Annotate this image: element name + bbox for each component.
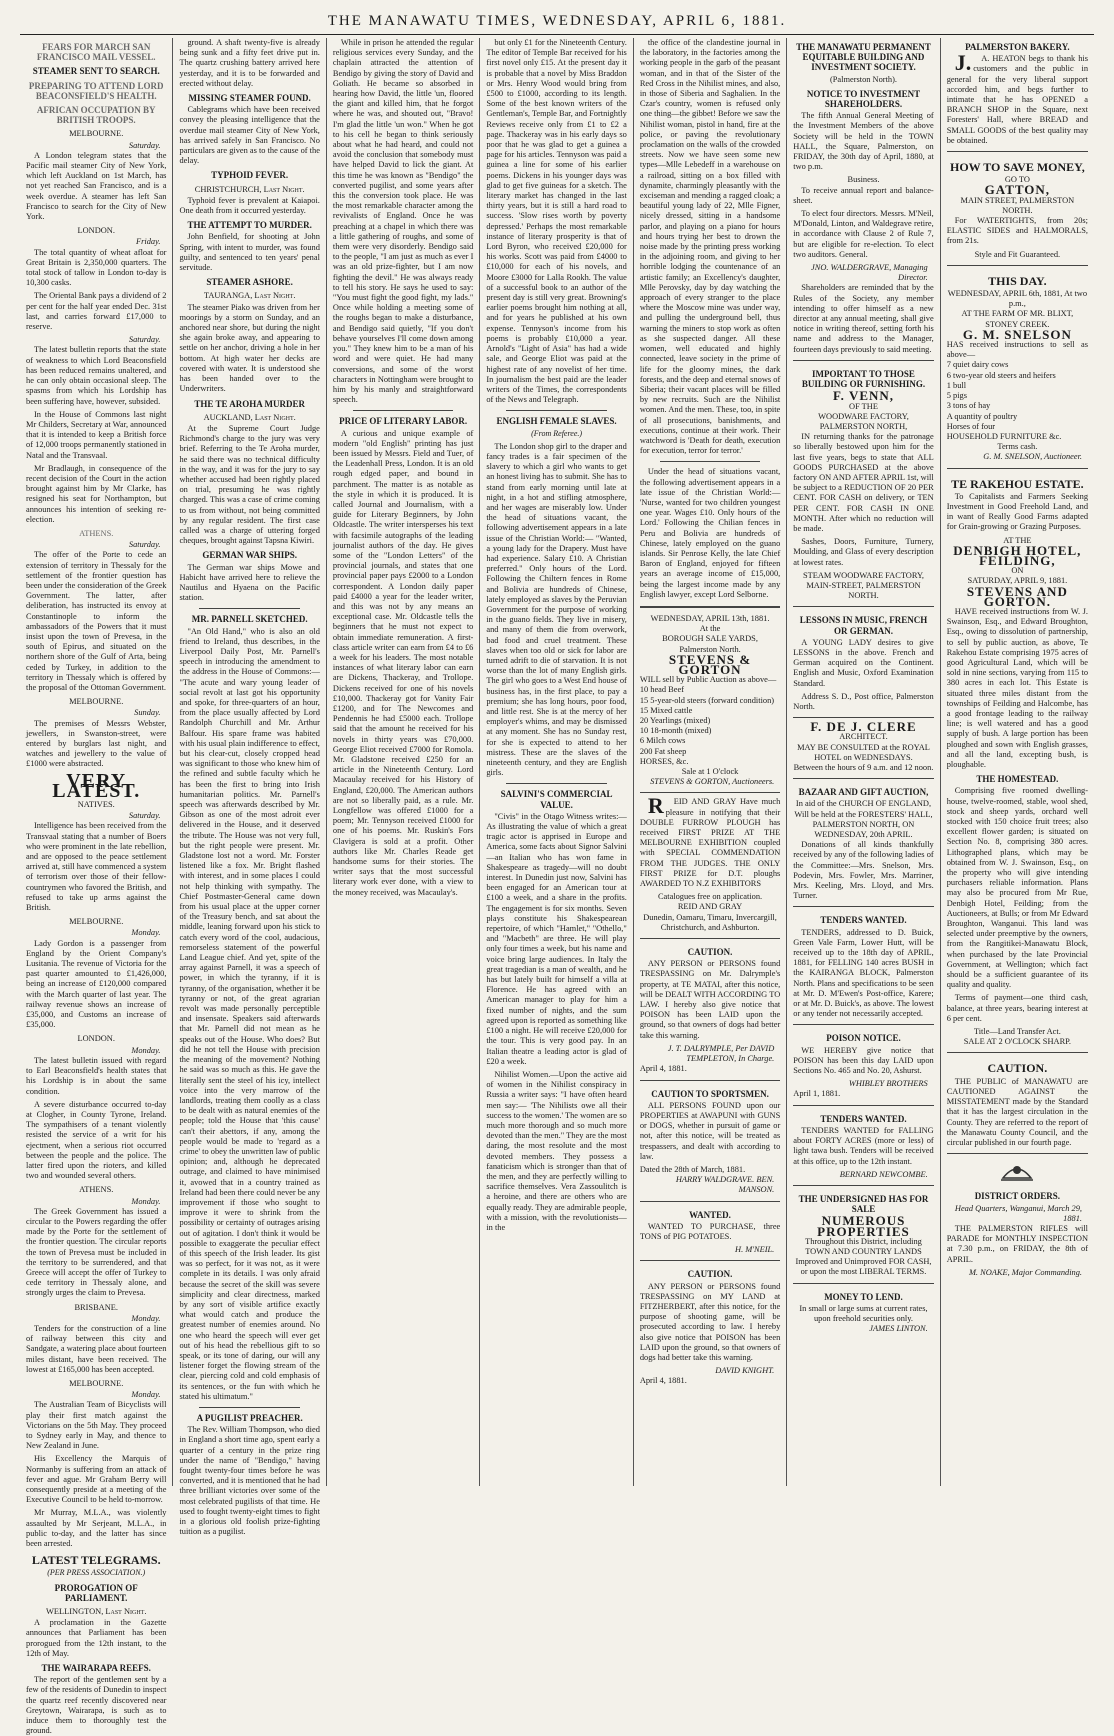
masthead xyxy=(20,8,1094,35)
headline: FEARS FOR MARCH SAN FRANCISCO MAIL VESSEL. xyxy=(36,42,156,63)
signature: HARRY WALDGRAVE. BEN. MANSON. xyxy=(675,1175,775,1195)
day-label: Monday. xyxy=(131,1196,161,1206)
paragraph: Typhoid fever is prevalent at Kaiapoi. One death from it occurred yesterday. xyxy=(179,195,320,216)
advertisement xyxy=(793,1105,933,1180)
ad-heading: THIS DAY. xyxy=(988,273,1047,288)
list-item: HOUSEHOLD FURNITURE &c. xyxy=(946,431,1062,441)
ad-heading: THE MANAWATU PERMANENT EQUITABLE BUILDING AND INVESTMENT SOCIETY. xyxy=(796,42,931,73)
dateline: LONDON. xyxy=(77,226,115,236)
paragraph: The offer of the Porte to cede an extension of territory in Thessaly for the settlement of the frontier question has been under the consideration of the Greek Government. The latter, after deliberation, has instructed its envoy at Constantinople to inform the ambassadors of the Powers that it must insist upon the town of Prevesa, in the south of Epirus, and situated on the northern shore of the Gulf of Arta, being ceded by Turkey, in addition to the territory in Thessaly which is offered by the proposal of the Ottoman Government. xyxy=(26,550,167,692)
paragraph: While in prison he attended the regular religious services every Sunday, and the chaplain attracted the attention of Bendigo by giving the story of David and Goliath. He became so absorbed in hearing how David, the little 'un, floored the giant and killed him, that he forgot where he was, and shouted out, "Bravo! I'm glad the little 'un won." When he got to his cell he began to think seriously about what he had heard, and could not avoid the conclusion that somebody must have helped David to lick the giant. At this time he was known as "Bendigo" the converted pugilist, and some years after this the conversion took place. He was the most remarkable character among the revivalists of England. Once he was preaching at a chapel in which there was a little gathering of roughs, and some of them were very disorderly. Bendigo said to the people, "I am just as much as ever I was an old prize-fighter, but I am now fighting the devil." He was always ready to tell his story. He says he used to say: "You must fight the good fight, my lads." Once while holding a meeting some of the roughs began to make a disturbance, and Bendigo said quietly, "If you don't behave yourselves I'll come down among you." They knew him to be a man of his word and were quiet. He had many conversions, and some of the worst characters in Nottingham were brought to him by his manly and straightforward speech. xyxy=(332,38,474,405)
ad-text: THE PALMERSTON RIFLES will PARADE for MONTHLY INSPECTION at 7.30 p.m., on FRIDAY, the 8th of APRIL. xyxy=(946,1223,1089,1264)
ad-heading: THE UNDERSIGNED HAS FOR SALE xyxy=(798,1193,929,1215)
dateline: CHRISTCHURCH, Last Night. xyxy=(194,184,305,194)
divider xyxy=(660,461,760,462)
ad-text: To receive annual report and balance-sheet. xyxy=(793,185,934,205)
ad-footer: STEAM WOODWARE FACTORY, MAIN-STREET, PALMERSTON NORTH. xyxy=(802,570,925,601)
ad-text: WANTED TO PURCHASE, three TONS of PIG POTATOES. xyxy=(639,1221,781,1241)
masthead-title: THE MANAWATU TIMES, WEDNESDAY, APRIL 6, 1881. xyxy=(327,13,787,29)
day-label: Saturday. xyxy=(128,140,161,150)
ad-text: In aid of the CHURCH OF ENGLAND, Will be held at the FORESTERS' HALL, PALMERSTON NORTH, ON WEDNESDAY, 20th APRIL. xyxy=(794,799,933,840)
ad-name: GATTON, xyxy=(984,182,1051,198)
day-label: Monday. xyxy=(131,928,161,938)
headline: MR. PARNELL SKETCHED. xyxy=(191,614,308,625)
ad-firm: REID AND GRAY xyxy=(677,902,743,912)
paragraph: The steamer Piako was driven from her moorings by a storm on Sunday, and an anchored near shore, but during the night she again broke away, and appearing to settle on her anchor, driving a hole in her bottom. At high water her decks are covered with water. It is understood she has been handed over to the Underwriters. xyxy=(179,302,320,394)
advertisement xyxy=(640,1201,780,1256)
ad-heading: LESSONS IN MUSIC, FRENCH OR GERMAN. xyxy=(799,615,928,636)
advertisement xyxy=(640,792,780,933)
ad-town: (Palmerston North). xyxy=(829,74,897,84)
ad-on: ON xyxy=(1011,566,1024,576)
ad-date: SATURDAY, APRIL 9, 1881. xyxy=(967,576,1068,586)
sale-items xyxy=(640,685,780,767)
ad-role: ARCHITECT. xyxy=(839,732,888,742)
ad-text: To elect four directors. Messrs. M'Neil, M'Donald, Linton, and Waldegrave retire, in accordance with Clause 2 of Rule 7, but are eligible for re-election. To elect two auditors. General. xyxy=(793,209,934,259)
paragraph: In the House of Commons last night Mr Childers, Secretary at War, announced that it is intended to keep a British force of 12,000 troops permanently stationed in Natal and the Transvaal. xyxy=(26,409,167,460)
paragraph: A severe disturbance occurred to-day at Clogher, in County Tyrone, Ireland. The sympathisers of a tenant violently resisted the service of a writ for his ejectment, when a serious riot occurred between the people and the police. The latter fired upon the rioters, and killed two and wounded several others. xyxy=(26,1099,167,1181)
ad-heading: DISTRICT ORDERS. xyxy=(974,1191,1061,1202)
paragraph: The Oriental Bank pays a dividend of 2 per cent for the half year ended Dec. 31st last, and carries forward £17,000 to reserve. xyxy=(26,291,167,332)
day-label: Saturday. xyxy=(128,335,161,345)
dateline: MELBOURNE. xyxy=(69,917,124,927)
headline: TYPHOID FEVER. xyxy=(211,170,289,181)
list-item: HORSES, &c. xyxy=(639,756,689,766)
paragraph: Intelligence has been received from the Transvaal stating that a number of Boers who were prominent in the late rebellion, and are opposed to the peace settlement arrived at, still have commenced a system of terrorism over those of their fellow-countrymen who favored the British, and refused to take up arms against the British. xyxy=(26,821,167,913)
paragraph: ground. A shaft twenty-five is already being sunk and a fifty feet drive put in. The quartz crushing battery arrived here yesterday, and it is to be forwarded and erected without delay. xyxy=(179,38,320,88)
paragraph: The London shop girl to the draper and fancy trades is a fair specimen of the slavery to which a girl who wants to get an honest living has to submit. She has to stand from early morning until late at night, in a hot and stifling atmosphere, and her wages are miserably low. Under the head of situations vacant, the following advertisement appears in a late issue of the Christian World:— "Wanted, a young lady for the Drapery. Must have had experience. Salary £10. A Christian preferred." Only hours of the Lord. Following the Chiltern fences in Rome and Bolivia are hundreds of Chinese, lately employed as slaves by the Peruvian Government for the purpose of working in the guano fields. They live in misery, and many of them die from overwork, bad food and cruel treatment. These slaves when too old or sick for labor are turned adrift to die of starvation. It is not worse than the lot of many English girls. The girl who goes to a West End house of business has, in the first place, to pay a premium; she has long hours, poor food, and little rest. She is at the mercy of her employer's whims, and may be dismissed at any moment. She has no Sunday rest, for she is expected to attend to her mistress. These are the slaves of the nineteenth century, and they are English girls. xyxy=(486,441,627,778)
ad-footer: Style and Fit Guaranteed. xyxy=(974,249,1061,259)
paragraph: The latest bulletin reports that the state of weakness to which Lord Beaconsfield has been reduced remains unaltered, and he can only obtain occasional sleep. The spasms from which his Lordship has been suffering have, however, subsided. xyxy=(26,345,167,406)
ad-name: F. VENN, xyxy=(832,388,895,404)
ad-date: WEDNESDAY, APRIL 6th, 1881, At two p.m., xyxy=(947,289,1088,309)
ad-at: AT THE xyxy=(1003,535,1032,545)
headline: A PUGILIST PREACHER. xyxy=(196,1413,303,1423)
list-item: 5 pigs xyxy=(946,391,967,401)
ad-text: ANY PERSON or PERSONS found TRESPASSING on MY LAND at FITZHERBERT, after this notice, for the purpose of shooting game, will be prosecuted according to law. I hereby also give notice that POISON has been LAID upon the ground, so that owners of dogs had better take this warning. xyxy=(639,1281,781,1362)
list-item: A quantity of poultry xyxy=(946,411,1018,421)
ad-date: Dated the 28th of March, 1881. xyxy=(639,1164,746,1174)
paragraph: The Greek Government has issued a circular to the Powers regarding the offer made by the Porte for the settlement of the frontier question. The circular reports the town of Prevesa must be included in the territory to be surrendered, and that Greece will accept the offer of Turkey to cede territory in Thessaly alone, and strongly urges the claim to Prevesa. xyxy=(26,1206,167,1298)
paragraph: At the Supreme Court Judge Richmond's charge to the jury was very brief. Referring to the Te Aroha murder, he said there was no technical difficulty in the way, and it was for the jury to say whether accused had been rightly placed on trial, presuming he was rightly charged. This was a case of crime coming to us from without, not being committed by any regular resident. The first case called was a charge of uttering forged cheques, brought against Tapsna Kiwiri. xyxy=(179,423,320,546)
column-5 xyxy=(634,38,787,1486)
sale-date: WEDNESDAY, APRIL 13th, 1881. xyxy=(650,613,770,623)
signature: WHIBLEY BROTHERS xyxy=(848,1079,928,1089)
signature: JAMES LINTON. xyxy=(869,1324,928,1334)
headline: THE TE AROHA MURDER xyxy=(194,398,305,409)
column-7 xyxy=(941,38,1094,1486)
dateline: MELBOURNE. xyxy=(69,1378,124,1388)
paragraph: A curious and unique example of modern "old English" printing has just been issued by Messrs. Field and Tuer, of the Leadenhall Press, London. It is an old rough edged paper, and bound in parchment. The matter is as notable as the style in which it is produced. It is called Journal and Journalism, with a guide for Literary Beginners, by John Oldcastle. The writer intersperses his text with facsimile autographs of the leading journalist authors of the day. He gives some of the "London Letters" of the provincial journals, and states that one provincial paper pays £2000 to a London correspondent. A London daily paper paid £4000 a year for the leader writer, and this was not by any means an exceptional case. Mr. Oldcastle tells the beginners that he must not expect to obtain immediate remuneration. A first-class article writer can earn from £4 to £6 a week for his leaders. The most notable instances of what literary labor can earn are Dickens, Thackeray, and Trollope. Dickens received for one of his novels £10,000. Thackeray got for Vanity Fair £1200, and for The Newcomes and Pendennis he had £5000 each. Trollope said that the amount he received for his novels in thirty years was £70,000. George Eliot received £7000 for Romola. Mr. Gladstone received £250 for an article in the Nineteenth Century. Lord Macaulay received for his History of England, £20,000. The American authors are not so liberally paid, as a rule. Mr. Longfellow was offered £1000 for a poem; Mr. Tennyson received £1000 for one of his poems. Mr. Ruskin's Fors Clavigera is sold at a profit. Other authors like Mr. Charles Reade get handsome sums for their stories. The writer says that the most successful literary work ever done, with a view to the money received, was Macaulay's. xyxy=(332,428,474,897)
advertisement xyxy=(947,151,1088,260)
ad-hours: Between the hours of 9 a.m. and 12 noon. xyxy=(793,763,934,772)
ad-text: A YOUNG LADY desires to give LESSONS in the above. French and German acquired on the Continent. English and Music, Oxford Examination Standard. xyxy=(793,637,934,688)
column-1 xyxy=(20,38,173,1736)
advertisement xyxy=(793,1283,933,1335)
ad-text: HAVE received instructions from W. J. Swainson, Esq., and Edward Broughton, Esq., owing to dissolution of partnership, to sell by public auction, as above, Te Rakehou Estate comprising 1975 acres of good Agricultural Land, which will be sold in nine sections, varying from 115 to 380 acres in each lot. This Estate is situated three miles distant from the townships of Feilding and Halcombe, has a good frontage leading to the railway line; is well watered and has a good supply of bush. A large portion has been ploughed and sown with English grasses, and all the land, excepting bush, is ploughable. xyxy=(946,606,1089,769)
divider xyxy=(353,410,453,411)
ad-text: WE HEREBY give notice that POISON has been this day LAID upon Sections No. 465 and No. 20, Ashurst. xyxy=(793,1045,934,1076)
paragraph: "An Old Hand," who is also an old friend to Ireland, thus describes, in the Liverpool Daily Post, Mr. Parnell's speech in introducing the amendment to the address in the House of Commons:— "The acute and wary young leader of social revolt at last got his opportunity and spoke, for three-quarters of an hour, from the place usually affected by Lord Randolph Churchill and Mr. Arthur Balfour. His spare frame was habited with his usual plain indifference to effect, but his clear-cut, closely cropped head was significant to those who knew him of the refined and subtle faculty which he has been the first to bring into Irish humanitarian politics. Mr. Parnell's speech was afterwards described by Mr. Gibson as one of the most adroit ever delivered in the House, and it deserved the tribute. The House was not very full, but the right people were present. Mr. Gladstone lost not a word. Mr. Forster listened like a fox. Mr. Bright flashed with interest, and in some places I could not help thinking with sympathy. The Chief Postmaster-General came down from his usual place at the upper corner of the Treasury bench, and sat about the middle, leaning forward upon his stick to catch every word of the cool, audacious, remorseless statement of the powerful Land League chief. And yet, spite of the array against Parnell, it was a speech of power, in which the tyranny, if it is tyranny, of the organisation, whether it be tyranny or not, of the great agrarian revolt was made personally perceptible and insensate. Speakers said afterwards that Mr. Parnell did not mean as he speaks out of the House. Who does? But did he not tell the House with precision the meaning of the movement? Nothing he said was so much as this. He gave the literally sent the steel of his icy, intellect voice into the very marrow of the landlords, treating them coolly as a class to be dealt with as natural enemies of the people; told the House that 'this cause' can't their abettors, if any, among the people would be made to 'regard as a crime' to obey the unwritten law of public opinion; and, although he deprecated outrage, and claimed to have minimised it, avowed that in a country trained as Ireland had been there could never be any improvement if those who sought to improve it were to shrink from the possibility or certainty of outrages arising out of agitation. I don't think it would be possible to exaggerate the peculiar effect of this speech of the Irish leader. Its gist was so perfect, for it was not, as it were complete in its details. I was only afraid because the secret of the skill was severe simplicity and clear directness, marked by any sort of visible artifice exactly what would catch and produce the greatest number of enemies around. No one who heard the speech will ever get out of his head the rebellious gift to so speak, or its tone of daring, our will any listener forget the flowing stream of the clear, piercing cold and cold emphasis of its sentences, or the fun with which he stated his ultimatum." xyxy=(179,626,320,1401)
day-label: Saturday. xyxy=(128,811,161,821)
advertisement xyxy=(947,265,1088,463)
signature: J. T. DALRYMPLE, Per DAVID TEMPLETON, In Charge. xyxy=(667,1043,775,1064)
day-label: Saturday. xyxy=(128,540,161,550)
ad-heading: HOW TO SAVE MONEY, xyxy=(950,160,1085,175)
sale-place: BOROUGH SALE YARDS, xyxy=(662,634,758,644)
ad-heading: POISON NOTICE. xyxy=(826,1033,901,1044)
ad-text: THE PUBLIC of MANAWATU are CAUTIONED AGAINST the MISSTATEMENT made by the Standard that it has the largest circulation in the County. They are referred to the report of the Manawatu County Council, and the circular published in our fourth page. xyxy=(946,1076,1089,1147)
ad-heading: TENDERS WANTED. xyxy=(820,1113,907,1124)
list-item: 10 18-month (mixed) xyxy=(639,726,712,736)
list-item: 6 Milch cows xyxy=(639,736,686,746)
ad-text: J.A. HEATON begs to thank his customers and the public in general for the very liberal support accorded him, and begs further to intimate that he has OPENED a BRANCH SHOP in the Square, next Foresters' Hall, where BREAD and SMALL GOODS of the best quality may be obtained. xyxy=(946,50,1089,145)
paragraph: Lady Gordon is a passenger from England by the Orient Company's Lusitania. The revenue of Victoria for the past quarter amounted to £1,426,000, being an increase of £120,000 compared with the March quarter of last year. The railway revenue shows an increase of £35,000, and Customs an increase of £35,000. xyxy=(26,938,167,1030)
ad-sale: SALE AT 2 O'CLOCK SHARP. xyxy=(963,1037,1071,1047)
day-label: Friday. xyxy=(136,237,161,247)
paragraph: The premises of Messrs Webster, jewellers, in Swanston-street, were entered by burglars last night, and watches and jewellery to the value of £1000 were abstracted. xyxy=(26,718,167,769)
paragraph: Mr Bradlaugh, in consequence of the recent decision of the Court in the action brought against him by Mr Clarke, has resigned his seat for Northampton, but announces his intention of seeking re-election. xyxy=(26,463,167,524)
ad-towns: Dunedin, Oamaru, Timaru, Invercargill, Christchurch, and Ashburton. xyxy=(643,912,777,932)
signature: M. NOAKE, Major Commanding. xyxy=(968,1267,1083,1277)
ad-subhead: THE HOMESTEAD. xyxy=(976,774,1059,785)
list-item: 3 tons of hay xyxy=(946,401,991,411)
advertisement xyxy=(793,778,933,901)
signature: G. M. SNELSON, Auctioneer. xyxy=(983,452,1083,462)
ad-hotel: DENBIGH HOTEL, FEILDING, xyxy=(953,542,1082,568)
headline: PREPARING TO ATTEND LORD BEACONSFIELD'S HEALTH. xyxy=(28,80,164,101)
dateline: LONDON. xyxy=(77,1034,115,1044)
paragraph: The Australian Team of Bicyclists will play their first match against the Victorians on the 5th May. They proceed to Sydney early in May, and thence to New Zealand in June. xyxy=(26,1400,167,1451)
subheading: (From Referee.) xyxy=(531,428,583,438)
signature: JNO. WALDERGRAVE, Managing Director. xyxy=(811,263,928,283)
dateline: NATIVES. xyxy=(77,800,115,810)
ad-heading: IMPORTANT TO THOSE BUILDING OR FURNISHING. xyxy=(801,368,926,390)
crest-icon xyxy=(947,1158,1088,1187)
dateline: ATHENS. xyxy=(79,1185,114,1195)
sale-intro: WILL sell by Public Auction as above— xyxy=(639,675,777,685)
advertisement xyxy=(640,1260,780,1386)
advertisement xyxy=(793,906,933,1019)
ad-text: Shareholders are reminded that by the Rules of the Society, any member intending to offer himself as a new director at any annual meeting, shall give notice in writing thereof, setting forth his name and address to the Manager, fourteen days previously to said meeting. xyxy=(793,283,934,354)
dateline: MELBOURNE. xyxy=(69,697,124,707)
headline: GERMAN WAR SHIPS. xyxy=(202,550,297,561)
list-item: 15 5-year-old steers (forward condition) xyxy=(639,695,775,705)
signature: STEVENS & GORTON, Auctioneers. xyxy=(650,777,775,787)
advertisement xyxy=(793,717,933,773)
paragraph: Nihilist Women.—Upon the active aid of women in the Nihilist conspiracy in Russia a writer says: "I have often heard men say:— 'The Nihilists owe all their success to the women.' The women are so much more thorough and so much more devoted than the men." They are the most daring, the most resolute and the most devoted members. They possess a fanaticism which is stronger than that of the men, and they are perfectly willing to sacrifice themselves. Vera Zassoulitch is a heroine, and there are others who are equally ready. They are admirable people, with a mission, with the revolutionists—in the xyxy=(486,1069,627,1232)
ad-text: Throughout this District, including TOWN AND COUNTRY LANDS Improved and Unimproved FOR CASH, or upon the most LIBERAL TERMS. xyxy=(795,1236,932,1277)
dateline: MELBOURNE. xyxy=(69,129,124,139)
list-item: 6 two-year old steers and heifers xyxy=(946,370,1056,380)
advertisement xyxy=(793,1185,933,1278)
ad-text: Comprising five roomed dwelling-house, twelve-roomed, stable, wool shed, stock and sheep yards, orchard well stocked with 150 choice fruit trees; also excellent flower garden; is situated on Section No. 8, comprising 380 acres. Lithographed plans, which may be obtained from W. J. Swainson, Esq., on the property who will give intending purchasers reliable information. Plans may also be procured from Mr Rue, Denbigh Hotel, Feilding; from the Auctioneers, at Bulls; or from Mr Edward Broughton, Wanganui. This land was selected under preemptive by the owners, from the Rangitikei-Manawatu Block, when purchased by the late Provincial Government, at Wellington; which fact should be a sufficient guarantee of its quality and quality. xyxy=(946,786,1089,990)
ad-date: April 4, 1881. xyxy=(639,1376,687,1386)
column-4 xyxy=(480,38,633,1486)
latest-telegrams-heading: LATEST TELEGRAMS. xyxy=(31,1553,161,1568)
list-item: 20 Yearlings (mixed) xyxy=(639,716,711,725)
ad-text: In small or large sums at current rates, upon freehold securities only. xyxy=(799,1303,928,1323)
ad-text: Sashes, Doors, Furniture, Turnery, Moulding, and Glass of every description at lowest rates. xyxy=(793,537,934,567)
subheading: (PER PRESS ASSOCIATION.) xyxy=(47,1568,146,1578)
newspaper-columns xyxy=(20,38,1094,1736)
ad-text: REID AND GRAY Have much pleasure in notifying that their DOUBLE FURROW PLOUGH has received FIRST PRIZE AT THE MELBOURNE EXHIBITION coupled with SPECIAL COMMENDATION FROM THE JUDGES. THE ONLY FIRST PRIZE for D.T. ploughs AWARDED TO N.Z EXHIBITORS xyxy=(639,793,781,889)
list-item: 15 Mixed cattle xyxy=(639,705,693,715)
list-item: Horses of four xyxy=(946,421,996,431)
ad-text: TENDERS, addressed to D. Buick, Green Vale Farm, Lower Hutt, will be received up to the 18th day of APRIL, 1881, for FELLING 140 acres BUSH in the KAIRANGA BLOCK, Palmerston North. Plans and specifications to be seen at Mr. D. M'Ewen's Post-office, Karere; or at Mr. D. Buick's, as above. The lowest or any tender not necessarily accepted. xyxy=(793,927,934,1019)
headline: ENGLISH FEMALE SLAVES. xyxy=(496,416,617,427)
headline: MISSING STEAMER FOUND. xyxy=(188,93,311,104)
advertisement xyxy=(947,1052,1088,1148)
ad-terms: Terms cash. xyxy=(997,442,1038,452)
ad-text: IN returning thanks for the patronage so liberally bestowed upon him for the last five years, begs to state that ALL GOODS PURCHASED at the above factory ON AND AFTER APRIL 1st, will be subject to a REDUCTION OF 20 PER CENT. FOR CASH on delivery, or TEN PER CENT. FOR CASH IN ONE MONTH. After which no reduction will be made. xyxy=(793,432,934,533)
paragraph: The Rev. William Thompson, who died in England a short time ago, spent early a quarter of a century in the prize ring under the name of "Bendigo," having fought twenty-four times before he was converted, and it is mentioned that he had three brilliant victories over some of the most celebrated pugilists of that time. He used to fought twenty-eight times to fight in a glorious old foolish prize-fighting tuition as a pugilist. xyxy=(179,1425,320,1537)
divider xyxy=(199,608,299,609)
paragraph: John Benfield, for shooting at John Spring, with intent to murder, was found guilty, and sentenced to ten years' penal servitude. xyxy=(179,232,320,273)
headline: STEAMER SENT TO SEARCH. xyxy=(32,66,160,77)
ad-text: Donations of all kinds thankfully received by any of the following ladies of the Committee:—Mrs. Snelson, Mrs. Podevin, Mrs. Fowler, Mrs. Marriner, Mrs. Keeling, Mrs. Lloyd, and Mrs. Turner. xyxy=(793,840,934,901)
ad-heading: BAZAAR AND GIFT AUCTION, xyxy=(798,787,929,798)
paragraph: but only £1 for the Nineteenth Century. The editor of Temple Bar received for his first novel only £15. At the present day it is probable that a novel by Miss Braddon or Mrs. Henry Wood would bring from £500 to £1000, according to its length. Some of the best known writers of the Gentleman's, Temple Bar, and Fortnightly Reviews receive only from £1 to £2 a page. Thackeray was in his early days so poor that he was glad to get a guinea a page for his articles. Tennyson was paid a guinea a line for some of his earlier poems. Dickens in his younger days was glad to get five guineas for a sketch. The literary market has changed in the last thirty years, but it is still a hard road to success. 'Slow rises worth by poverty depressed.' Perhaps the most remarkable instance of literary prosperity is that of Lord Byron, who received £20,000 for his works. Scott was paid from £4000 to £10,000 for each of his novels, and Moore £3000 for Lalla Rookh. The value of a successful book to an author of the present day is still very great. Browning's earlier poems brought him nothing at all, and for years he published at his own expense. Tennyson's income from his poems is probably £10,000 a year. Arnold's "Light of Asia" has had a wide sale, and George Eliot was paid at the highest rate of any novelist of her time. In journalism the best paid are the leader writers of the Times, the correspondents of the News and Telegraph. xyxy=(486,38,627,405)
ad-text: For WATERTIGHTS, from 20s; ELASTIC SIDES and HALMORALS, from 21s. xyxy=(946,216,1089,246)
headline: THE WAIRARAPA REEFS. xyxy=(41,1663,151,1674)
divider xyxy=(199,1407,299,1408)
paragraph: "Civis" in the Otago Witness writes:— As illustrating the value of which a great tragic actor is apprised in Europe and America, some facts about Signor Salvini—an Italian who has won fame in Shakespeare as tragedy—will no doubt interest. In Dunedin just now, Salvini has been engaged for an American tour at £100 a week, and a share in the profits. The engagement is for six months. Seven plays constitute his Shakespearean repertoire, of which "Hamlet," "Othello," and "Macbeth" are three. He will play only four times a week, but his name and voice bring large audiences. In Italy the great tragedian is a man of wealth, and he has but lately built for himself a villa at Florence. He has agreed with an American manager to play for him a fixed number of nights, and the sum agreed upon is reported as something like £100 a night. He will receive £20,000 for the tour. This is very good pay. In an Italian theatre a leading actor is glad of £20 a week. xyxy=(486,811,627,1066)
ad-text: TENDERS WANTED for FALLING about FORTY ACRES (more or less) of light tawa bush. Tenders will be received at this office, up to the 12th instant. xyxy=(793,1125,934,1166)
column-3 xyxy=(327,38,480,1486)
headline: STEAMER ASHORE. xyxy=(206,277,293,288)
ad-note: Catalogues free on application. xyxy=(657,892,763,902)
advertisement xyxy=(640,1080,780,1196)
ad-heading: TENDERS WANTED. xyxy=(820,915,907,926)
dateline: AUCKLAND, Last Night. xyxy=(203,412,296,422)
divider xyxy=(640,606,780,608)
dateline: TAURANGA, Last Night. xyxy=(203,291,296,301)
paragraph: The report of the gentlemen sent by a few of the residents of Dunedin to inspect the quartz reef recently discovered near Greytown, Wairarapa, is such as to induce them to thoroughly test the ground. xyxy=(26,1675,167,1736)
signature: BERNARD NEWCOMBE. xyxy=(839,1169,928,1179)
column-6 xyxy=(787,38,940,1486)
ad-heading: TE RAKEHOU ESTATE. xyxy=(951,476,1084,491)
ad-title-note: Title—Land Transfer Act. xyxy=(973,1027,1061,1037)
paragraph: The German war ships Mowe and Habicht have arrived here to relieve the Nautilus and Hyaena on the Pacific station. xyxy=(179,562,320,603)
sale-time: Sale at 1 O'clock xyxy=(681,767,739,777)
ad-text: MAY BE CONSULTED at the ROYAL HOTEL on WEDNESDAYS. xyxy=(797,742,930,762)
headline: THE ATTEMPT TO MURDER. xyxy=(187,220,312,231)
auctioneer-name: STEVENS AND GORTON. xyxy=(966,583,1068,609)
paragraph: A proclamation in the Gazette announces that Parliament has been prorogued from the 12th instant, to the 12th of May. xyxy=(26,1618,167,1658)
headline: SALVINI'S COMMERCIAL VALUE. xyxy=(500,789,613,810)
signature: DAVID KNIGHT. xyxy=(715,1366,775,1376)
dateline: WELLINGTON, Last Night. xyxy=(46,1607,147,1617)
day-label: Monday. xyxy=(131,1313,161,1323)
ad-date: April 4, 1881. xyxy=(639,1064,687,1074)
ad-text: ALL PERSONS FOUND upon our PROPERTIES at AWAPUNI with GUNS or DOGS, whether in pursuit of game or not, after this notice, will be treated as trespassers, and dealt with according to law. xyxy=(639,1100,781,1161)
ad-text: ANY PERSON or PERSONS found TRESPASSING on Mr. Dalrymple's property, at TE MATAI, after this notice, will be DEALT WITH ACCORDING TO LAW. I hereby also give notice that POISON has been LAID upon the ground, so that owners of dogs had better take this warning. xyxy=(639,959,781,1040)
list-item: 10 head Beef xyxy=(639,685,684,695)
ad-heading: CAUTION TO SPORTSMEN. xyxy=(651,1088,769,1099)
paragraph: The latest bulletin issued with regard to Earl Beaconsfield's health states that his Lordship is in about the same condition. xyxy=(26,1055,167,1096)
dateline: ATHENS. xyxy=(79,528,114,538)
signature: H. M'NEIL. xyxy=(735,1245,775,1255)
day-label: Monday. xyxy=(131,1045,161,1055)
headline: AFRICAN OCCUPATION BY BRITISH TROOPS. xyxy=(36,105,156,126)
paragraph: A London telegram states that the Pacific mail steamer City of New York, which left Auckland on 1st March, has not yet reached San Francisco, and is a week overdue. A steamer has left San Francisco to search for the City of New York. xyxy=(26,150,167,222)
ad-text: HAS received instructions to sell as above— xyxy=(946,340,1089,360)
ad-heading: CAUTION. xyxy=(687,947,733,958)
ad-heading: NOTICE TO INVESTMENT SHAREHOLDERS. xyxy=(806,88,921,110)
advertisement xyxy=(793,1024,933,1099)
paragraph: His Excellency the Marquis of Normanby is suffering from an attack of fever and ague. Mr Graham Berry will consequently preside at a meeting of the Executive Council to be held to-morrow. xyxy=(26,1454,167,1505)
ad-text: Address S. D., Post office, Palmerston North. xyxy=(793,691,934,711)
ad-heading: MONEY TO LEND. xyxy=(824,1291,903,1302)
headline: PROROGATION OF PARLIAMENT. xyxy=(54,1582,138,1603)
ad-hq: Head Quarters, Wanganui, March 29, 1881. xyxy=(954,1203,1083,1223)
ad-factory: WOODWARE FACTORY, PALMERSTON NORTH, xyxy=(818,411,909,431)
dateline: BRISBANE. xyxy=(74,1302,118,1312)
divider xyxy=(506,783,606,784)
headline: PRICE OF LITERARY LABOR. xyxy=(339,416,468,427)
paragraph: Mr Murray, M.L.A., was violently assaulted by Mr Serjeant, M.L.A., in public to-day, and the latter has since been arrested. xyxy=(26,1508,167,1549)
list-item: 200 Fat sheep xyxy=(639,746,687,756)
ad-heading: CAUTION. xyxy=(687,1269,733,1280)
ad-date: April 1, 1881. xyxy=(793,1089,841,1099)
ad-text: To Capitalists and Farmers Seeking Investment in Good Freehold Land, and in want of Really Good Farms adapted for Grain-growing or Grazing Purposes. xyxy=(946,491,1089,532)
ad-heading: PALMERSTON BAKERY. xyxy=(965,42,1070,52)
day-label: Monday. xyxy=(131,1390,161,1400)
very-latest-heading: VERY LATEST. xyxy=(52,769,141,802)
sale-town: Palmerston North. xyxy=(679,644,741,654)
ad-heading: WANTED. xyxy=(689,1209,731,1220)
paragraph: Cablegrams which have been received convey the pleasing intelligence that the overdue mail steamer City of New York, has arrived safely in San Francisco. No particulars are given as to the cause of the delay. xyxy=(179,105,320,166)
paragraph: Under the head of situations vacant, the following advertisement appears in a late issue of the Christian World:— 'Nurse, wanted for two children youngest one year. Wages £10. Only hours of the Lord.' Following the Chilian fences in Peru and Bolivia are hundreds of Chinese, lately employed on the guano islands. Sir Penrose Kelly, the late Chief Baron of England, enjoyed for fifteen years an average income of £15,000, being the largest income made by any English lawyer, except Lord Selborne. xyxy=(639,467,781,599)
list-item: 7 quiet dairy cows xyxy=(946,360,1009,370)
ad-go: GO TO xyxy=(1004,175,1030,185)
auctioneer-name: G. M. SNELSON xyxy=(962,326,1072,342)
advertisement xyxy=(793,360,933,601)
ad-title: NUMEROUS PROPERTIES xyxy=(817,1213,910,1239)
ad-heading: CAUTION. xyxy=(987,1061,1048,1076)
divider xyxy=(506,410,606,411)
column-2 xyxy=(173,38,326,1537)
advertisement xyxy=(947,468,1088,1048)
sale-items xyxy=(947,360,1088,442)
advertisement xyxy=(947,1153,1088,1278)
ad-place: AT THE FARM OF MR. BLIXT, STONEY CREEK. xyxy=(961,309,1074,329)
paragraph: The total quantity of wheat afloat for Great Britain is 2,350,000 quarters. The total stock of tallow in London to-day is 10,300 casks. xyxy=(26,247,167,288)
ad-subhead: Business. xyxy=(847,175,880,185)
paragraph: the office of the clandestine journal in the laboratory, in the factories among the working people in the garb of the peasant woman, and in that of the Sister of the Red Cross in the Nihilist mines, and also, in those of Siberia and Saghalien. In the Czar's country, women is refused only one thing—the gibbet! Before we saw the Nihilist woman, pistol in hand, fire at the police, or paving the revolutionary proclamation on the walls of the crowded streets. Now we have seen some new types—Mlle Lebedeff in a warehouse on a railroad, sitting on a box filled with dynamite, charmingly pleasantly with the exciseman and mending a ragged cloak; a beautiful young lady of 22, Mlle Figner, nicely dressed, sitting in a handsome parlor, and playing on a piano for hours and hours trying her best to drown the noise made by the printing press working in the adjoining room, and giving to her horrible lodging the countenance of an artistic family; an Excellency's daughter, Mlle Perovsky, day by day watching the approach of every stranger to the place where the Moscow mine was under way, and pulling the underground bell, thus warning the miners to stop work as often as she suspected danger. All these women, well educated and highly connected, leave society in the prime of life for the gloomy mines, the dark forests, and the deep and eternal snows of Siberia; their vacant places will be filled by new recruits. Such are the Nihilist women. And the men. These, too, in spite of all prosecutions, banishments, and executions, continue at their work. Their watchword is 'Death for death, execution for execution, terror for terror.' xyxy=(639,38,781,456)
day-label: Sunday. xyxy=(134,708,161,718)
ad-text: Terms of payment—one third cash, balance, at three years, bearing interest at 6 per cent. xyxy=(946,993,1089,1023)
paragraph: Tenders for the construction of a line of railway between this city and Sandgate, a watering place about fourteen miles distant, have been received. The lowest at £165,000 has been accepted. xyxy=(26,1323,167,1374)
sale-at: At the xyxy=(699,624,721,634)
ad-of: OF THE xyxy=(849,401,878,411)
ad-text: The fifth Annual General Meeting of the Investment Members of the above Society will be held in the TOWN HALL, the Square, Palmerston, on FRIDAY, the 30th day of April, 1880, at two p.m. xyxy=(793,111,934,172)
auctioneer-name: STEVENS & GORTON xyxy=(668,651,752,677)
list-item: 1 bull xyxy=(946,380,967,390)
ad-address: MAIN STREET, PALMERSTON NORTH. xyxy=(960,195,1075,215)
advertisement xyxy=(640,938,780,1074)
ad-name: F. DE J. CLERE xyxy=(810,719,917,735)
advertisement xyxy=(793,606,933,712)
